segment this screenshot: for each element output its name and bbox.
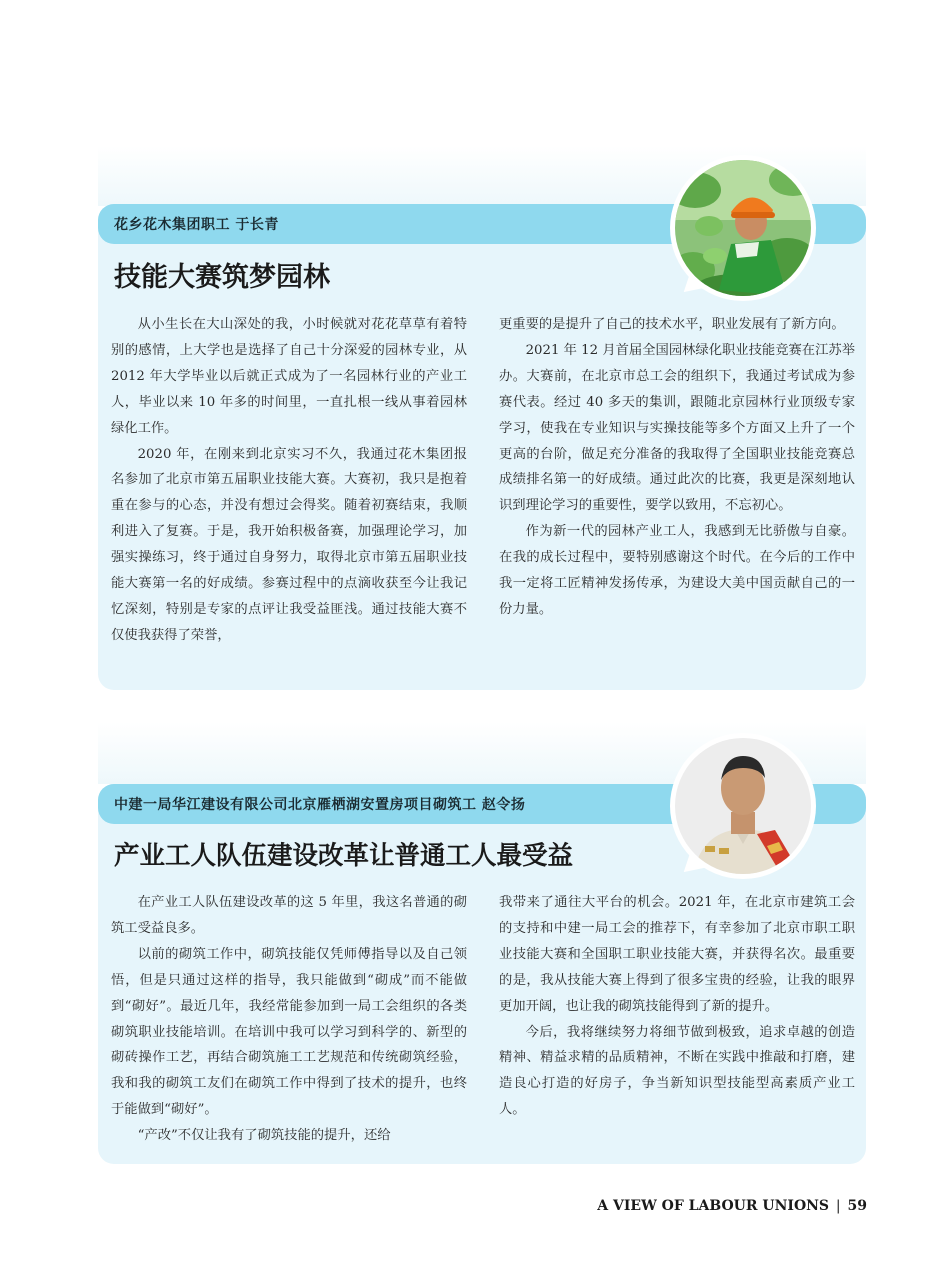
- bricklayer-photo: [675, 738, 811, 874]
- article-1-paragraph: 更重要的是提升了自己的技术水平，职业发展有了新方向。: [499, 317, 845, 332]
- article-1-paragraph: 作为新一代的园林产业工人，我感到无比骄傲与自豪。在我的成长过程中，要特别感谢这个时代。在今后的工作中我一定将工匠精神发扬传承，为建设大美中国贡献自己的一份力量。: [499, 524, 855, 617]
- footer-separator: |: [835, 1198, 841, 1214]
- article-2-left-column: [111, 890, 467, 1149]
- article-1-paragraph: 2021 年 12 月首届全国园林绿化职业技能竞赛在江苏举办。大赛前，在北京市总工会的组织下，我通过考试成为参赛代表。经过 40 多天的集训，跟随北京园林行业顶级专家学习，使我在专业知识与实操技能等多个方面又上升了一个更高的台阶，做足充分准备的我取得了全国职业技能竞赛总成绩排名第一的好成绩。通过此次的比赛，我更是深刻地认识到理论学习的重要性，要学以致用，不忘初心。: [499, 342, 855, 514]
- article-1-title: 技能大赛筑梦园林: [114, 262, 330, 293]
- page-number: 59: [847, 1198, 867, 1214]
- page-footer: [597, 1198, 867, 1214]
- article-2-paragraph: 我带来了通往大平台的机会。2021 年，在北京市建筑工会的支持和中建一局工会的推荐下，有幸参加了北京市职工职业技能大赛和全国职工职业技能大赛，并获得名次。最重要的是，我从技能大赛上得到了很多宝贵的经验，让我的眼界更加开阔，也让我的砌筑技能得到了新的提升。: [499, 895, 855, 1014]
- article-2-byline: 中建一局华江建设有限公司北京雁栖湖安置房项目砌筑工 赵令扬: [114, 797, 526, 813]
- article-2-right-column: [499, 890, 855, 1123]
- magazine-name: A VIEW OF LABOUR UNIONS: [597, 1198, 830, 1214]
- article-2-title: 产业工人队伍建设改革让普通工人最受益: [114, 841, 574, 871]
- article-1-byline: 花乡花木集团职工 于长青: [114, 217, 279, 233]
- avatar-1: [670, 155, 816, 301]
- gardener-photo: [675, 160, 811, 296]
- article-1-left-column: [111, 312, 467, 649]
- article-2-paragraph: 以前的砌筑工作中，砌筑技能仅凭师傅指导以及自己领悟，但是只通过这样的指导，我只能做到“砌成”而不能做到“砌好”。最近几年，我经常能参加到一局工会组织的各类砌筑职业技能培训。在培训中我可以学习到科学的、新型的砌砖操作工艺，再结合砌筑施工工艺规范和传统砌筑经验，我和我的砌筑工友们在砌筑工作中得到了技术的提升，也终于能做到“砌好”。: [111, 946, 467, 1118]
- avatar-2: [670, 733, 816, 879]
- article-2-paragraph: 今后，我将继续努力将细节做到极致，追求卓越的创造精神、精益求精的品质精神，不断在实践中推敲和打磨，建造良心打造的好房子，争当新知识型技能型高素质产业工人。: [499, 1024, 855, 1118]
- article-1-right-column: [499, 312, 855, 623]
- article-2-paragraph: “产改”不仅让我有了砌筑技能的提升，还给: [137, 1128, 391, 1144]
- article-1-paragraph: 从小生长在大山深处的我，小时候就对花花草草有着特别的感情，上大学也是选择了自己十分深爱的园林专业，从 2012 年大学毕业以后就正式成为了一名园林行业的产业工人，毕业以来 10 年多的时间里，一直扎根一线从事着园林绿化工作。: [111, 317, 467, 436]
- article-1-paragraph: 2020 年，在刚来到北京实习不久，我通过花木集团报名参加了北京市第五届职业技能大赛。大赛初，我只是抱着重在参与的心态，并没有想过会得奖。随着初赛结束，我顺利进入了复赛。于是，我开始积极备赛，加强理论学习，加强实操练习，终于通过自身努力，取得北京市第五届职业技能大赛第一名的好成绩。参赛过程中的点滴收获至今让我记忆深刻，特别是专家的点评让我受益匪浅。通过技能大赛不仅使我获得了荣誉，: [111, 446, 467, 643]
- article-2-paragraph: 在产业工人队伍建设改革的这 5 年里，我这名普通的砌筑工受益良多。: [111, 895, 467, 936]
